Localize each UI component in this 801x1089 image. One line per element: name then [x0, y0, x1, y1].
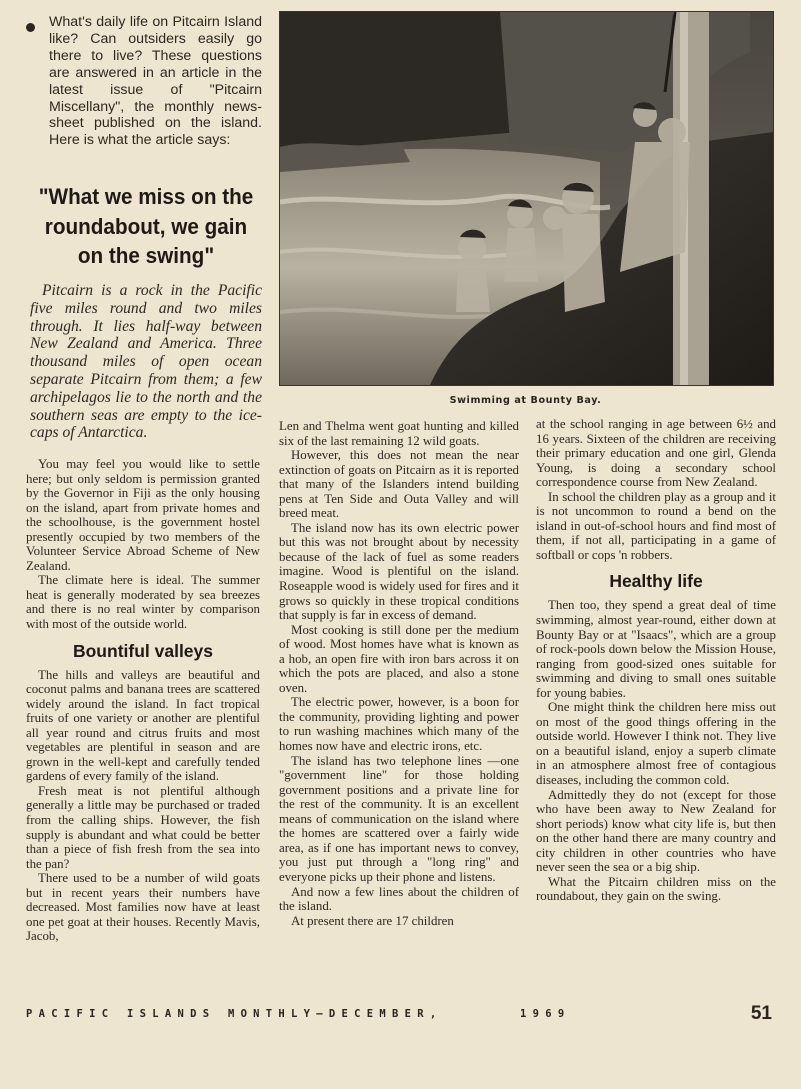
paragraph: at the school ranging in age between 6½ and 16 years. Sixteen of the children are receiving their primary education and one girl, Glenda Young, is doing a secondary school correspondence course from New Zealand. [536, 417, 776, 490]
paragraph: What the Pitcairn children miss on the roundabout, they gain on the swing. [536, 874, 776, 904]
intro-block [30, 14, 262, 149]
page-number: 51 [750, 1003, 772, 1024]
article-headline: "What we miss on the roundabout, we gain on the swing" [38, 184, 254, 268]
column-3 [536, 417, 776, 904]
publication-name: PACIFIC ISLANDS MONTHLY—DECEMBER, [26, 1008, 443, 1020]
paragraph: Fresh meat is not plentiful although generally a little may be purchased or traded from the calling ships. However, the fish supply is abundant and what could be better than a piece of fish fresh from the sea into the pan? [26, 783, 260, 871]
subhead-healthy-life: Healthy life [609, 571, 703, 592]
publication-year: 1969 [520, 1008, 571, 1020]
paragraph: In school the children play as a group and it is not uncommon to round a bend on the island in out-of-school hours and find most of them, if not all, participating in a game of softball or cops 'n robbers. [536, 489, 776, 562]
paragraph: The climate here is ideal. The summer heat is generally moderated by sea breezes and there is no real winter by comparison with most of the outside world. [26, 573, 260, 632]
photo-swimming [279, 11, 774, 386]
column-2 [279, 419, 519, 928]
intro-text: What's daily life on Pitcairn Island like? Can outsiders easily go there to live? These questions are answered in an article in the latest issue of "Pitcairn Miscellany", the monthly news-sheet published on the island. Here is what the article says: [49, 14, 262, 149]
article-deck [30, 282, 262, 442]
page-footer [26, 1003, 772, 1025]
paragraph: The island now has its own electric power but this was not brought about by necessity because of the lack of fuel as some readers imagine. Wood is plentiful on the island. Roseapple wood is widely used for fires and it grows so quickly in these tropical conditions that supply is far in excess of demand. [279, 520, 519, 623]
subhead-bountiful-valleys: Bountiful valleys [72, 640, 214, 661]
paragraph: Then too, they spend a great deal of time swimming, almost year-round, either down at Bounty Bay or at "Isaacs", which are a group of rock-pools down below the Mission House, ranging from good-sized ones suitable for swimming and diving to small ones suitable for young babies. [536, 598, 776, 700]
paragraph: And now a few lines about the children of the island. [279, 884, 519, 914]
paragraph: You may feel you would like to settle here; but only seldom is permission granted by the Governor in Fiji as the only housing on the island, apart from private homes and the schoolhouse, is the government hostel presently occupied by two members of the Volunteer Service Abroad Scheme of New Zealand. [26, 457, 260, 573]
paragraph: The electric power, however, is a boon for the community, providing lighting and power to run washing machines which many of the homes now have and electric irons, etc. [279, 695, 519, 754]
column-1 [26, 457, 260, 944]
paragraph: Most cooking is still done per the medium of wood. Most homes have what is known as a hob, an open fire with iron bars across it on which the pots are placed, and also a stone oven. [279, 622, 519, 695]
paragraph: However, this does not mean the near extinction of goats on Pitcairn as it is reported that many of the Islanders intend building pens at Ten Side and Outa Valley and will breed meat. [279, 448, 519, 521]
bullet-icon [26, 23, 35, 32]
paragraph: Len and Thelma went goat hunting and killed six of the last remaining 12 wild goats. [279, 419, 519, 448]
photo-caption: Swimming at Bounty Bay. [449, 395, 602, 406]
deck-text: Pitcairn is a rock in the Pacific five miles round and two miles through. It lies half-way between New Zealand and America. Three thousand miles of open ocean separate Pitcairn from them; a few archipelagos lie to the north and the southern seas are empty to the ice-caps of Antarctica. [30, 282, 262, 442]
photo-image [280, 12, 773, 385]
paragraph: There used to be a number of wild goats but in recent years their numbers have decreased. Most families now have at least one pet goat at their houses. Recently Mavis, Jacob, [26, 871, 260, 944]
paragraph: At present there are 17 children [291, 913, 454, 928]
paragraph: One might think the children here miss out on most of the good things offering in the outside world. However I think not. They live on a beautiful island, enjoy a superb climate in an atmosphere almost free of contagious diseases, including the common cold. [536, 700, 776, 788]
paragraph: The island has two telephone lines —one "government line" for those holding government positions and a private line for the rest of the community. It is an excellent means of communication on the island where the homes are scattered over a fairly wide area, as if one has important news to convey, you just put through a "long ring" and everyone picks up their phone and listens. [279, 753, 519, 884]
paragraph: The hills and valleys are beautiful and coconut palms and banana trees are scattered widely around the island. In fact tropical fruits of one variety or another are plentiful all year round and citrus fruits and most vegetables are plentiful in season and are grown in the well-kept and carefully tended gardens of every family of the island. [26, 667, 260, 784]
paragraph: Admittedly they do not (except for those who have been away to New Zealand for short periods) know what city life is, but then on the other hand there are many country and city children in other countries who have never seen the sea or a big ship. [536, 787, 776, 875]
